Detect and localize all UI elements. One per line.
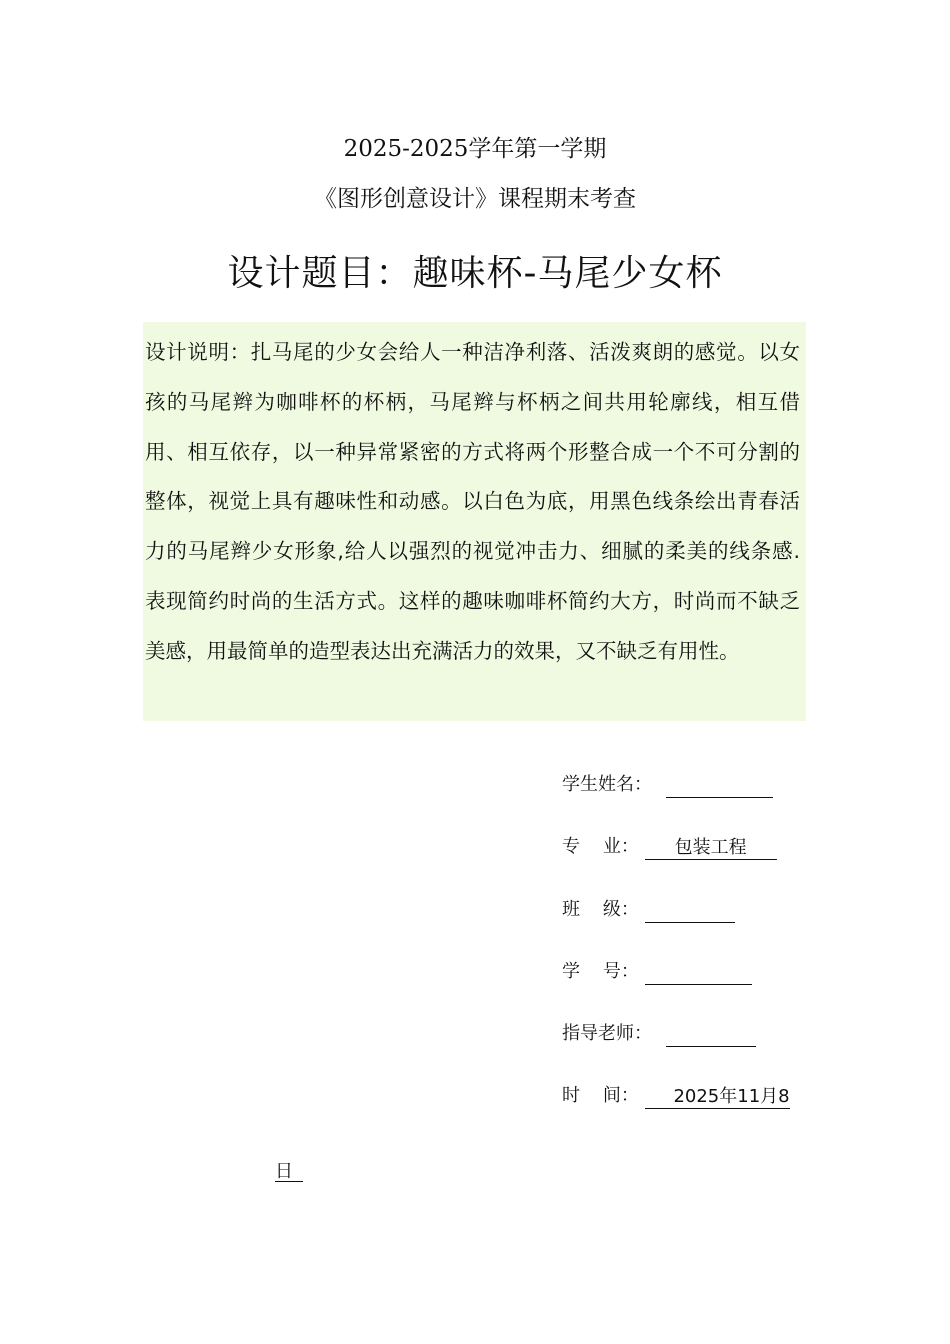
student-id-label: 学 号： — [562, 961, 639, 982]
teacher-label: 指导老师： — [562, 1023, 652, 1044]
class-row — [562, 897, 735, 923]
student-name-row — [562, 772, 773, 798]
student-id-field[interactable] — [645, 962, 752, 985]
teacher-field[interactable] — [666, 1024, 756, 1047]
time-field[interactable]: 2025年11月8 — [645, 1086, 790, 1109]
design-description-box — [143, 322, 806, 721]
major-label: 专 业： — [562, 836, 639, 857]
time-field-continuation: 日 — [275, 1159, 303, 1182]
student-name-label: 学生姓名： — [562, 774, 652, 795]
student-id-row — [562, 959, 752, 985]
time-row — [562, 1083, 790, 1109]
semester-heading: 2025-2025学年第一学期 — [343, 136, 607, 162]
design-description-text: 设计说明：扎马尾的少女会给人一种洁净利落、活泼爽朗的感觉。以女孩的马尾辫为咖啡杯的杯柄，马尾辫与杯柄之间共用轮廓线，相互借用、相互依存，以一种异常紧密的方式将两个形整合成一个不可分割的整体，视觉上具有趣味性和动感。以白色为底，用黑色线条绘出青春活力的马尾辫少女形象,给人以强烈的视觉冲击力、细腻的柔美的线条感. 表现简约时尚的生活方式。这样的趣味咖啡杯简约大方，时尚而不缺乏美感，用最简单的造型表达出充满活力的效果，又不缺乏有用性。 — [145, 340, 800, 663]
course-heading: 《图形创意设计》课程期末考查 — [314, 186, 636, 212]
major-field[interactable]: 包装工程 — [645, 837, 777, 860]
teacher-row — [562, 1021, 756, 1047]
class-label: 班 级： — [562, 899, 639, 920]
class-field[interactable] — [645, 900, 735, 923]
student-name-field[interactable] — [666, 775, 773, 798]
design-title: 设计题目：趣味杯-马尾少女杯 — [227, 253, 723, 294]
major-row — [562, 834, 777, 860]
time-label: 时 间： — [562, 1085, 639, 1106]
